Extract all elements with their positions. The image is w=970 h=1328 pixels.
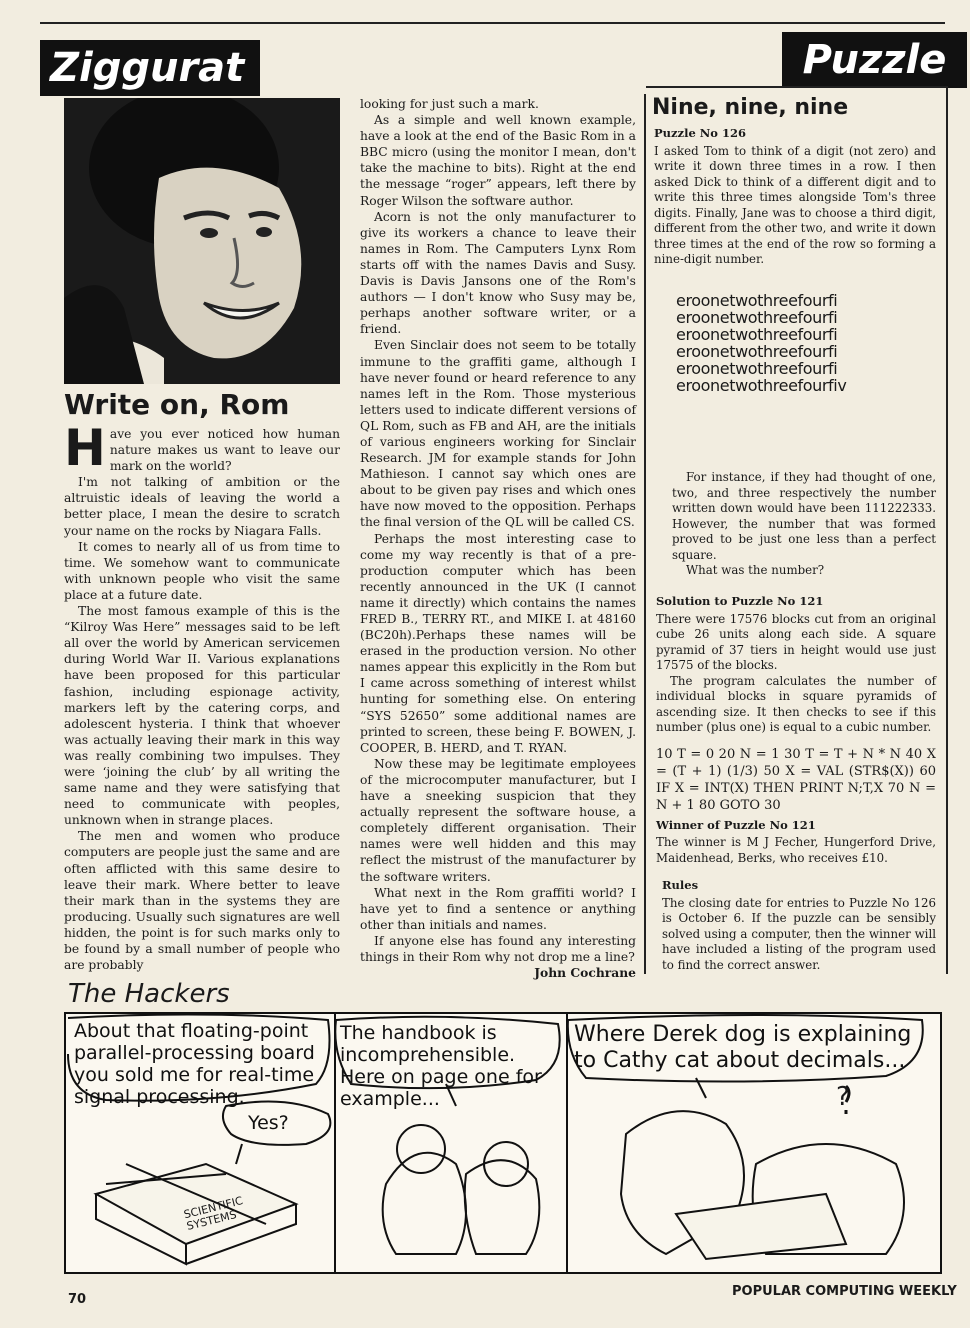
question-mark: ? [836, 1082, 850, 1112]
puzzle-border-right [946, 86, 948, 974]
puzzle-intro: I asked Tom to think of a digit (not zero) and write it down three times in a row. I then asked Dick to think of a different digit and to write this three times alongside Tom's three digits. Finally, Jane was to choose a third digit, different from the other two, and write it down three times at the end of the row so forming a nine-digit number. [654, 143, 936, 266]
handwriting-line: eroonetwothreefourfi [676, 308, 838, 327]
puzzle-headline: Nine, nine, nine [652, 95, 849, 120]
article-paragraph: Acorn is not the only manufacturer to give its workers a chance to leave their names in Rom. The Camputers Lynx Rom starts off with the names Davis and Susy. Davis is Davis Jansons one of the Rom's authors — I don't know who Susy may be, perhaps another software writer, or a friend. [360, 209, 636, 337]
top-rule [40, 22, 945, 24]
article-paragraph: It comes to nearly all of us from time to time. We somehow want to communicate with unknown people who visit the same place at a future date. [64, 539, 340, 602]
speech-bubble: About that floating-point parallel-processing board you sold me for real-time signal processing. [74, 1020, 315, 1108]
speech-bubble: The handbook is incomprehensible. Here on page one for example... [340, 1022, 542, 1110]
handwriting-line: eroonetwothreefourfiv [676, 376, 847, 394]
handwriting-illustration [676, 292, 936, 394]
article-paragraph: Even Sinclair does not seem to be totally immune to the graffiti game, although I have never found or heard reference to any names left in the Rom. Those mysterious letters used to indicate different versions of QL Rom, such as FB and AH, are the initials of various engineers working for Sinclair Research. JM for example stands for John Mathieson. I cannot say which ones are about to be given pay rises and which ones have now moved to the opposition. Perhaps the final version of the QL will be called CS. [360, 338, 636, 530]
article-paragraph: If anyone else has found any interesting things in their Rom why not drop me a line? [360, 933, 636, 964]
puzzle-intro-block [654, 126, 936, 268]
article-headline: Write on, Rom [64, 388, 290, 421]
author-signature: John Cochrane [534, 965, 636, 981]
page-number: 70 [68, 1292, 87, 1307]
puzzle-example: For instance, if they had thought of one, two, and three respectively the number written down would have been 111222333. However, the number that was formed proved to be just one less than a perfect square. [672, 470, 936, 562]
column-divider [644, 94, 646, 974]
handwriting-line: eroonetwothreefourfi [676, 342, 838, 361]
winner-title: Winner of Puzzle No 121 [656, 817, 816, 832]
article-paragraph: Now these may be legitimate employees of the microcomputer manufacturer, but I have a sneeking suspicion that they actually represent the software house, a completely different organisation. Their names were well hidden and this may reflect the mistrust of the manufacturer by the software writers. [360, 756, 636, 884]
handwriting-line: eroonetwothreefourfi [676, 325, 838, 344]
article-column-2 [360, 96, 636, 981]
speech-bubble-reply: Yes? [248, 1112, 289, 1134]
rules-text: The closing date for entries to Puzzle No 126 is October 6. If the puzzle can be sensibly solved using a computer, then the winner will have included a listing of the program used to find the correct answer. [662, 895, 936, 972]
article-column-1 [64, 419, 340, 973]
puzzle-question: What was the number? [686, 563, 825, 577]
solution-text: The program calculates the number of individual blocks in square pyramids of ascending size. It then checks to see if this number (plus one) is equal to a cubic number. [656, 673, 936, 734]
comic-title: The Hackers [68, 979, 230, 1009]
author-photo [64, 98, 340, 384]
handwriting-line: eroonetwothreefourfi [676, 292, 838, 310]
puzzle-border-top [646, 86, 946, 88]
rules-block [662, 878, 936, 973]
section-title-right: Puzzle [782, 32, 967, 88]
article-paragraph: What next in the Rom graffiti world? I have yet to find a sentence or anything other than initials and names. [360, 885, 636, 932]
equipment-label: SCIENTIFIC SYSTEMS [182, 1194, 245, 1233]
puzzle-example-block [672, 470, 936, 579]
solution-text: There were 17576 blocks cut from an original cube 26 units along each side. A square pyramid of 37 tiers in height would use just 17575 of the blocks. [656, 611, 936, 672]
comic-strip [64, 1012, 942, 1274]
article-paragraph: As a simple and well known example, have a look at the end of the Basic Rom in a BBC micro (using the monitor I mean, don't take the machine to bits). Right at the end the message “roger” appears, left there by Roger Wilson the software author. [360, 113, 636, 208]
article-lead: ave you ever noticed how human nature makes us want to leave our mark on the world? [109, 427, 340, 474]
speech-bubble: Where Derek dog is explaining to Cathy cat about decimals... [574, 1022, 912, 1073]
solution-block [656, 594, 936, 866]
solution-program: 10 T = 0 20 N = 1 30 T = T + N * N 40 X = (T + 1) (1/3) 50 X = VAL (STR$(X)) 60 IF X = INT(X) THEN PRINT N;T,X 70 N = N + 1 80 GOTO 30 [656, 746, 936, 813]
section-title-left: Ziggurat [40, 40, 260, 96]
article-paragraph: The most famous example of this is the “Kilroy Was Here” messages said to be left all over the world by American servicemen during World War II. Various explanations have been proposed for this particular fashion, including espionage activity, markers left by the catering corps, and adolescent hysteria. I think that whoever was actually leaving their mark in this way was really combining two impulses. They were ‘joining the club’ by all writing the same name and they were satisfying that need to communicate with peoples, unknown when in strange places. [64, 604, 340, 828]
puzzle-number: Puzzle No 126 [654, 126, 746, 140]
drop-cap: H [64, 419, 106, 477]
article-paragraph: I'm not talking of ambition or the altruistic ideals of leaving the world a better place, I mean the desire to scratch your name on the rocks by Niagara Falls. [64, 475, 340, 538]
publication-name: POPULAR COMPUTING WEEKLY [732, 1284, 957, 1299]
article-paragraph: looking for just such a mark. [360, 97, 539, 111]
article-paragraph: The men and women who produce computers are people just the same and are often afflicted with this same desire to leave their mark. Where better to leave their mark than in the systems they are producing. Usually such signatures are well hidden, the point is for such marks only to be found by a small number of people who are probably [64, 829, 340, 973]
article-paragraph: Perhaps the most interesting case to come my way recently is that of a pre-production computer which has been recently announced in the UK (I cannot name it directly) which contains the names FRED B., TERRY RT., and MIKE I. at 48160 (BC20h).Perhaps these names will be erased in the production version. No other names appear this explicitly in the Rom but I came across something of interest whilst hunting for something else. On entering “SYS 52650” some additional names are printed to screen, these being F. BOWEN, J. COOPER, B. HERD, and T. RYAN. [360, 531, 636, 755]
handwriting-line: eroonetwothreefourfi [676, 359, 838, 378]
rules-title: Rules [662, 878, 699, 892]
winner-text: The winner is M J Fecher, Hungerford Drive, Maidenhead, Berks, who receives £10. [656, 835, 936, 865]
solution-title: Solution to Puzzle No 121 [656, 594, 824, 608]
